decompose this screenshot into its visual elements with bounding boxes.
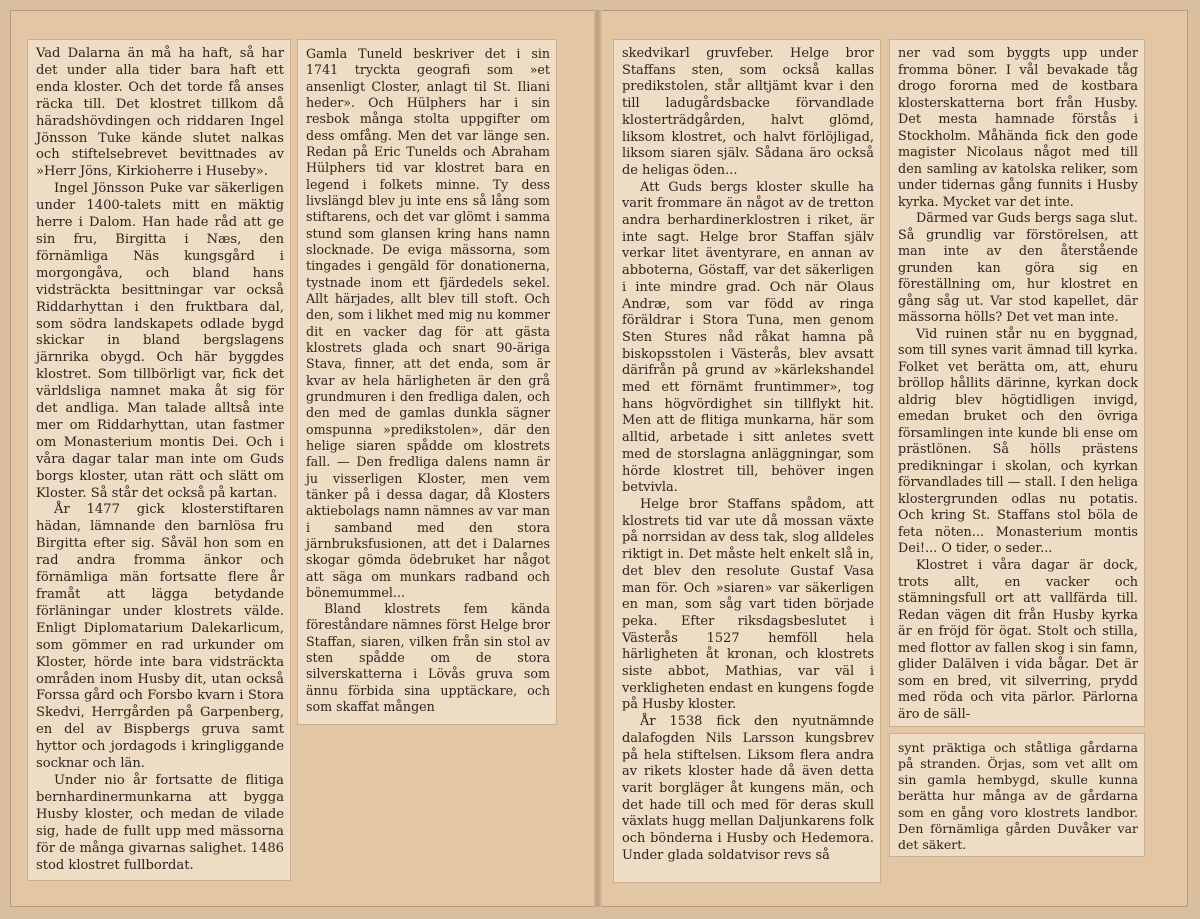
paragraph: Vid ruinen står nu en byggnad, som till synes varit ämnad till kyrka. Folket vet berätta om, att, ehuru bröllop hållits därinne, kyrkan dock aldrig blev högtidligen invigd, emedan bruket och den övriga församlingen inte kunde bli ense om prästlönen. Så hölls prästens predikningar i skolan, och kyrkan förvandlades till — stall. I den heliga klostergrunden odlas nu potatis. Och kring St. Staffans stol böla de feta nöten... Monasterium montis Dei!... O tider, o seder...: [898, 326, 1138, 557]
paragraph: skedvikarl gruvfeber. Helge bror Staffans sten, som också kallas predikstolen, står alltjämt kvar i den till ladugårdsbacke förvandlade klosterträdgården, halvt glömd, liksom klostret, och halvt förlöjligad, liksom siaren själv. Sådana äro också de heligas öden...: [622, 46, 874, 178]
paragraph: Klostret i våra dagar är dock, trots allt, en vacker och stämningsfull ort att vallfärda till. Redan vägen dit från Husby kyrka är en fröjd för ögat. Stolt och stilla, med flottor av fallen skog i sin famn, glider Dalälven i vida bågar. Det är som en bred, vit silverring, prydd med röda och vita pärlor. Pärlorna äro de säll-: [898, 557, 1138, 722]
center-fold: [594, 10, 602, 907]
clipping-column-4-top: [890, 40, 1144, 726]
clipping-column-3: [614, 40, 880, 882]
paragraph: Vad Dalarna än må ha haft, så har det under alla tider bara haft ett enda kloster. Och det torde få anses räcka till. Det klostret tillkom då häradshövdingen och riddaren Ingel Jönsson Tuke kände slutet nalkas och stiftelsebrevet bevittnades av »Herr Jöns, Kirkioherre i Huseby».: [36, 46, 284, 180]
paragraph: Gamla Tuneld beskriver det i sin 1741 tryckta geografi som »et ansenligt Closter, anlagt til St. Iliani heder». Och Hülphers har i sin resbok många stolta uppgifter om dess omfång. Men det var länge sen. Redan på Eric Tunelds och Abraham Hülphers tid var klostret bara en legend i folkets minne. Ty dess livslängd blev ju inte ens så lång som stiftarens, och det var glömt i samma stund som glansen kring hans namn slocknade. De eviga mässorna, som tingades i gengäld för donationerna, tystnade inom ett fjärdedels sekel. Allt härjades, allt blev till stoft. Och den, som i likhet med mig nu kommer dit en vacker dag för att gästa klostrets glada och snart 90-äriga Stava, finner, att det enda, som är kvar av hela härligheten är den grå grundmuren i den fredliga dalen, och den med de gamlas dunkla sägner omspunna »predikstolen», där den helige siaren spådde om klostrets fall. — Den fredliga dalens namn är ju visserligen Kloster, men vem tänker på i dessa dagar, då Klosters aktiebolags namn nämnes av var man i samband med den stora järnbruksfusionen, att det i Dalarnes skogar gömda ödebruket har något att säga om munkars radband och bönemummel...: [306, 46, 550, 600]
paragraph: Under nio år fortsatte de flitiga bernhardinermunkarna att bygga Husby kloster, och medan de vilade sig, hade de fullt upp med mässorna för de många givarnas salighet. 1486 stod klostret fullbordat.: [36, 772, 284, 873]
paragraph: ner vad som byggts upp under fromma böner. I vål bevakade tåg drogo fororna med de kostbara klosterskatterna bort från Husby. Det mesta hamnade förstås i Stockholm. Måhända fick den gode magister Nicolaus något med till den samling av katolska reliker, som under tidernas gång funnits i Husby kyrka. Mycket var det inte.: [898, 46, 1138, 210]
paragraph: Ingel Jönsson Puke var säkerligen under 1400-talets mitt en mäktig herre i Dalom. Han hade råd att ge sin fru, Birgitta i Næs, den förnämliga Näs kungsgård i morgongåva, och bland hans vidsträckta besittningar var också Riddarhyttan i den fruktbara dal, som södra landskapets odlade bygd skickar in bland bergslagens järnrika obygd. Och här byggdes klostret. Som tillbörligt var, fick det världsliga namnet maka åt sig för det andliga. Man talade alltså inte mer om Riddarhyttan, utan fastmer om Monasterium montis Dei. Och i våra dagar talar man inte om Guds borgs kloster, utan rätt och slätt om Kloster. Så står det också på kartan.: [36, 181, 284, 501]
clipping-column-4-bottom: [890, 734, 1144, 856]
paragraph: Därmed var Guds bergs saga slut. Så grundlig var förstörelsen, att man inte av den återstående grunden kan göra sig en föreställning om, hur klostret en gång såg ut. Var stod kapellet, där mässorna hölls? Det vet man inte.: [898, 211, 1138, 326]
paragraph: synt präktiga och ståtliga gårdarna på stranden. Örjas, som vet allt om sin gamla hembygd, skulle kunna berätta hur många av de gårdarna som en gång voro klostrets landbor. Den förnämliga gården Duvåker var det säkert.: [898, 740, 1138, 852]
clipping-column-2: [298, 40, 556, 724]
paragraph: År 1477 gick klosterstiftaren hädan, lämnande den barnlösa fru Birgitta efter sig. Såväl hon som en rad andra fromma änkor och förnämliga män fortsatte flere år framåt att lägga betydande förläningar under klostrets välde. Enligt Diplomatarium Dalekarlicum, som gömmer en rad urkunder om Kloster, hörde inte bara vidsträckta områden inom Husby dit, utan också Forssa gård och Forsbo kvarn i Stora Skedvi, Herrgården på Garpenberg, en del av Bispbergs gruva samt hyttor och jordagods i kringliggande socknar och län.: [36, 502, 284, 772]
clipping-column-1: [28, 40, 290, 880]
paragraph: Helge bror Staffans spådom, att klostrets tid var ute då mossan växte på norrsidan av dess tak, slog alldeles riktigt in. Det måste helt enkelt slå in, det blev den resolute Gustaf Vasa man för. Och »siaren» var säkerligen en man, som såg vart tiden började peka. Efter riksdagsbeslutet i Västerås 1527 hemföll hela härligheten åt kronan, och klostrets siste abbot, Mathias, var väl i verkligheten endast en kungens fogde på Husby kloster.: [622, 496, 874, 713]
paragraph: Att Guds bergs kloster skulle ha varit frommare än något av de tretton andra berhardinerklostren i riket, är inte sagt. Helge bror Staffan själv verkar litet äventyrare, en annan av abboterna, Göstaff, var det säkerligen i inte mindre grad. Och när Olaus Andræ, som var född av ringa föräldrar i Stora Tuna, men genom Sten Stures nåd råkat hamna på biskopsstolen i Västerås, blev avsatt därifrån på grund av »kärlekshandel med ett förnämt fruntimmer», tog hans högvördighet sin tillflykt hit. Men att de flitiga munkarna, här som alltid, arbetade i sitt anletes svett med de storslagna anläggningar, som hörde klostret till, behöver ingen betvivla.: [622, 179, 874, 496]
paragraph: År 1538 fick den nyutnämnde dalafogden Nils Larsson kungsbrev på hela stiftelsen. Liksom flera andra av rikets kloster hade då även detta varit borgläger åt kungens män, och det hade till och med för deras skull växlats hugg mellan Daljunkarens folk och bönderna i Husby och Hedemora. Under glada soldatvisor revs så: [622, 714, 874, 863]
paragraph: Bland klostrets fem kända föreståndare nämnes först Helge bror Staffan, siaren, vilken från sin stol av sten spådde om de stora silverskatterna i Lövås gruva som ännu förbida sina upptäckare, och som skaffat mången: [306, 601, 550, 715]
